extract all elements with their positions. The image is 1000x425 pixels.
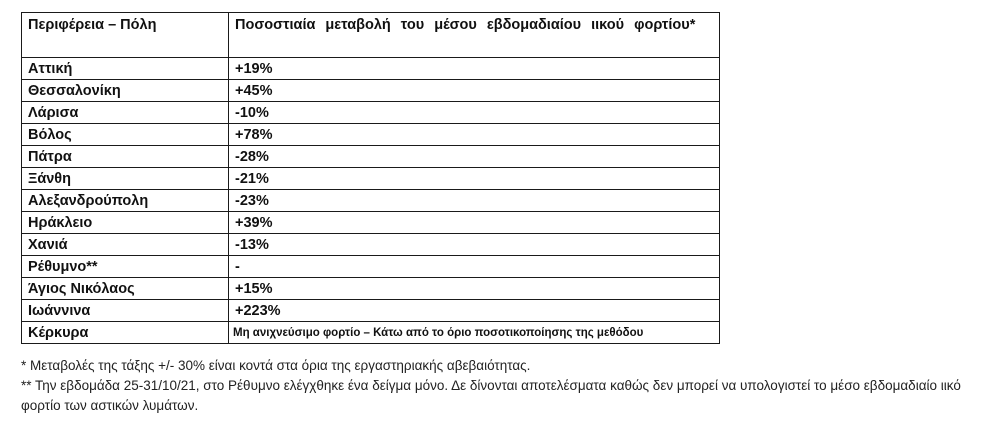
value-cell: -10% bbox=[229, 102, 720, 124]
city-cell: Αττική bbox=[22, 58, 229, 80]
table-row bbox=[22, 212, 720, 234]
city-cell: Χανιά bbox=[22, 234, 229, 256]
table-row bbox=[22, 278, 720, 300]
value-cell: +19% bbox=[229, 58, 720, 80]
value-cell: -13% bbox=[229, 234, 720, 256]
value-cell: -23% bbox=[229, 190, 720, 212]
footnotes bbox=[21, 356, 981, 416]
value-cell: - bbox=[229, 256, 720, 278]
value-cell: -28% bbox=[229, 146, 720, 168]
value-cell: +45% bbox=[229, 80, 720, 102]
city-cell: Πάτρα bbox=[22, 146, 229, 168]
city-cell: Κέρκυρα bbox=[22, 322, 229, 344]
value-cell: -21% bbox=[229, 168, 720, 190]
header-region: Περιφέρεια – Πόλη bbox=[22, 13, 229, 58]
city-cell: Βόλος bbox=[22, 124, 229, 146]
city-cell: Λάρισα bbox=[22, 102, 229, 124]
city-cell: Ηράκλειο bbox=[22, 212, 229, 234]
table-row bbox=[22, 80, 720, 102]
table-row bbox=[22, 102, 720, 124]
table-row bbox=[22, 58, 720, 80]
city-cell: Ξάνθη bbox=[22, 168, 229, 190]
city-cell: Θεσσαλονίκη bbox=[22, 80, 229, 102]
city-cell: Ρέθυμνο** bbox=[22, 256, 229, 278]
header-change: Ποσοστιαία μεταβολή του μέσου εβδομαδιαίου ιικού φορτίου* bbox=[229, 13, 720, 58]
footnote-uncertainty: * Μεταβολές της τάξης +/- 30% είναι κοντά στα όρια της εργαστηριακής αβεβαιότητας. bbox=[21, 358, 531, 373]
table-row bbox=[22, 322, 720, 344]
value-cell: +39% bbox=[229, 212, 720, 234]
city-cell: Ιωάννινα bbox=[22, 300, 229, 322]
table-row bbox=[22, 256, 720, 278]
city-cell: Άγιος Νικόλαος bbox=[22, 278, 229, 300]
table-row bbox=[22, 234, 720, 256]
value-cell: +15% bbox=[229, 278, 720, 300]
table-row bbox=[22, 300, 720, 322]
value-cell: +223% bbox=[229, 300, 720, 322]
city-cell: Αλεξανδρούπολη bbox=[22, 190, 229, 212]
table-header-row bbox=[22, 13, 720, 58]
footnote-rethymno: ** Την εβδομάδα 25-31/10/21, στο Ρέθυμνο ελέγχθηκε ένα δείγμα μόνο. Δε δίνονται αποτελέσματα καθώς δεν μπορεί να υπολογιστεί το μέσο εβδομαδιαίο ιικό φορτίο των αστικών λυμάτων. bbox=[21, 378, 961, 413]
table-row bbox=[22, 146, 720, 168]
table-row bbox=[22, 190, 720, 212]
viral-load-table bbox=[21, 12, 720, 344]
table-row bbox=[22, 124, 720, 146]
value-cell: +78% bbox=[229, 124, 720, 146]
table-row bbox=[22, 168, 720, 190]
value-cell: Μη ανιχνεύσιμο φορτίο – Κάτω από το όριο ποσοτικοποίησης της μεθόδου bbox=[229, 322, 720, 344]
